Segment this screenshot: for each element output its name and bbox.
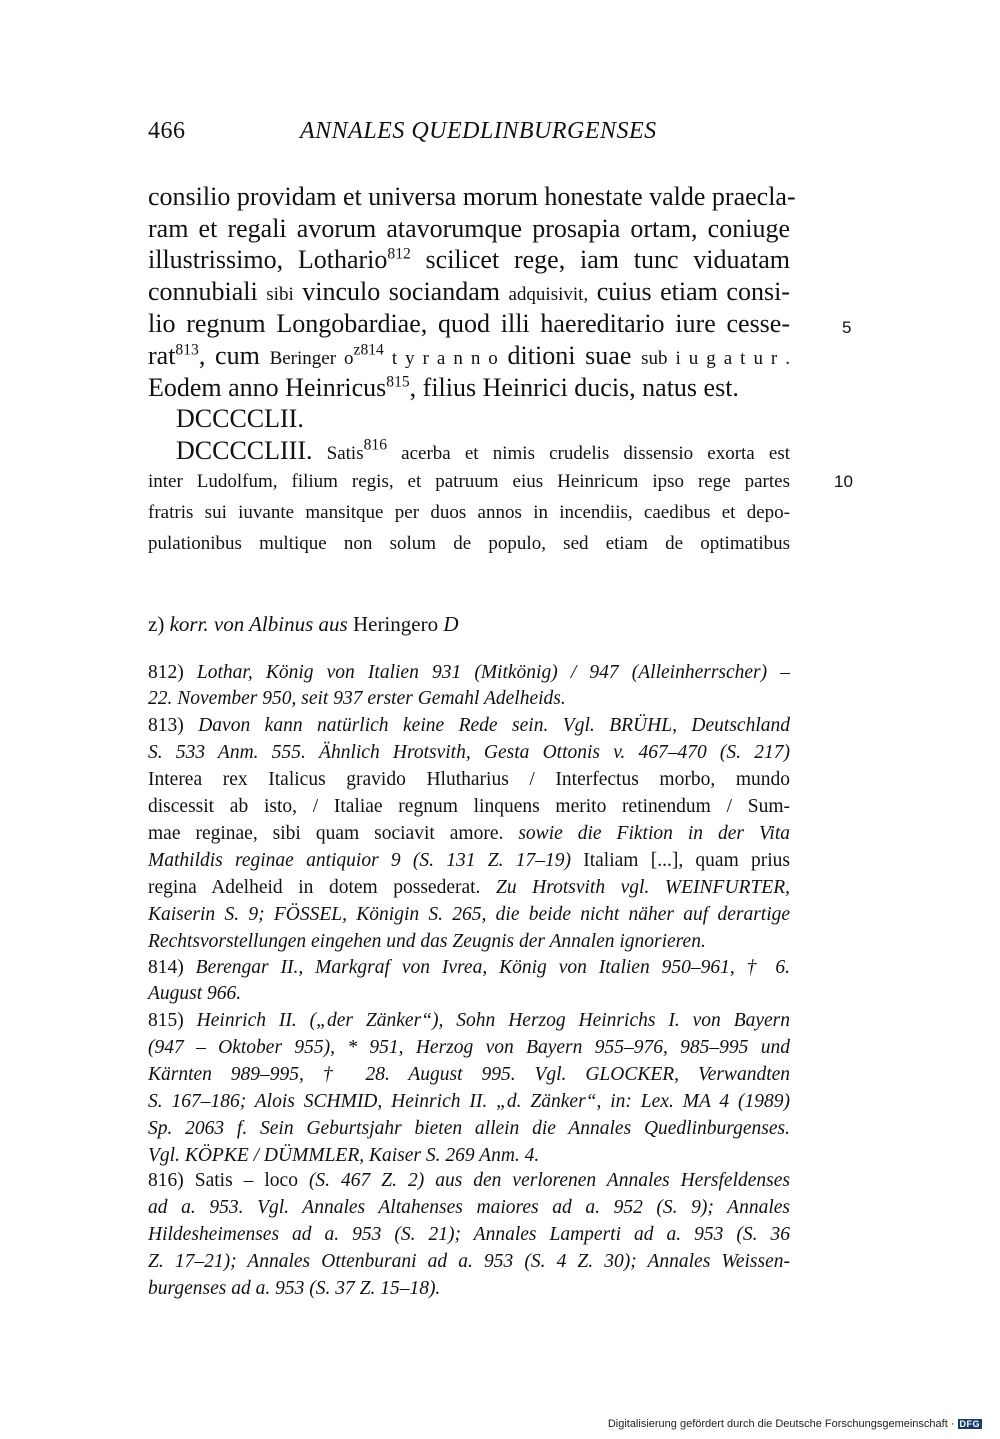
footnote-ref-812: 812 bbox=[387, 245, 411, 263]
text-line-10: inter Ludolfum, filium regis, et patruum eius Heinricum ipso rege partes bbox=[148, 471, 790, 492]
critical-apparatus: z) korr. von Albinus aus Heringero D bbox=[148, 612, 459, 636]
footnote-ref-814: z814 bbox=[353, 341, 384, 359]
dfg-logo: DFG bbox=[959, 1419, 980, 1429]
footnote-ref-813: 813 bbox=[175, 341, 199, 359]
text-line-4: connubiali sibi vinculo sociandam adquisivit, cuius etiam consi- bbox=[148, 277, 790, 306]
year-heading-952: DCCCCLII. bbox=[176, 404, 304, 433]
text-line-2: ram et regali avorum atavorumque prosapia ortam, coniuge bbox=[148, 214, 790, 243]
text-line-5: lio regnum Longobardiae, quod illi haereditario iure cesse- bbox=[148, 309, 790, 338]
running-header bbox=[148, 118, 657, 145]
running-title: ANNALES QUEDLINBURGENSES bbox=[300, 118, 657, 144]
line-number-10: 10 bbox=[834, 472, 853, 491]
text-line-1: consilio providam et universa morum honestate valde praecla- bbox=[148, 182, 796, 211]
digitization-credit: Digitalisierung gefördert durch die Deutsche Forschungsgemeinschaft · DFG bbox=[607, 1418, 980, 1430]
text-line-9: DCCCCLIII. Satis$^{816}$ acerba et nimis crudelis dissensio exorta est bbox=[176, 436, 790, 465]
text-line-12: pulationibus multique non solum de populo, sed etiam de optimatibus bbox=[148, 533, 790, 554]
line-number-5: 5 bbox=[842, 318, 852, 337]
page-number: 466 bbox=[148, 118, 186, 144]
footnote-ref-816: 816 bbox=[363, 436, 387, 454]
text-line-11: fratris sui iuvante mansitque per duos annos in incendiis, caedibus et depo- bbox=[148, 502, 790, 523]
text-line-7: Eodem anno Heinricus$^{815}$, filius Heinrici ducis, natus est. bbox=[148, 373, 739, 402]
footnote-ref-815: 815 bbox=[386, 373, 410, 391]
text-line-3: illustrissimo, Lothario$^{812}$ scilicet rege, iam tunc viduatam bbox=[148, 245, 791, 274]
text-line-6: rat$^{813}$, cum Beringer $o^{z814}$ t y r a n n o ditioni suae sub i u g a t u r . bbox=[148, 341, 790, 370]
